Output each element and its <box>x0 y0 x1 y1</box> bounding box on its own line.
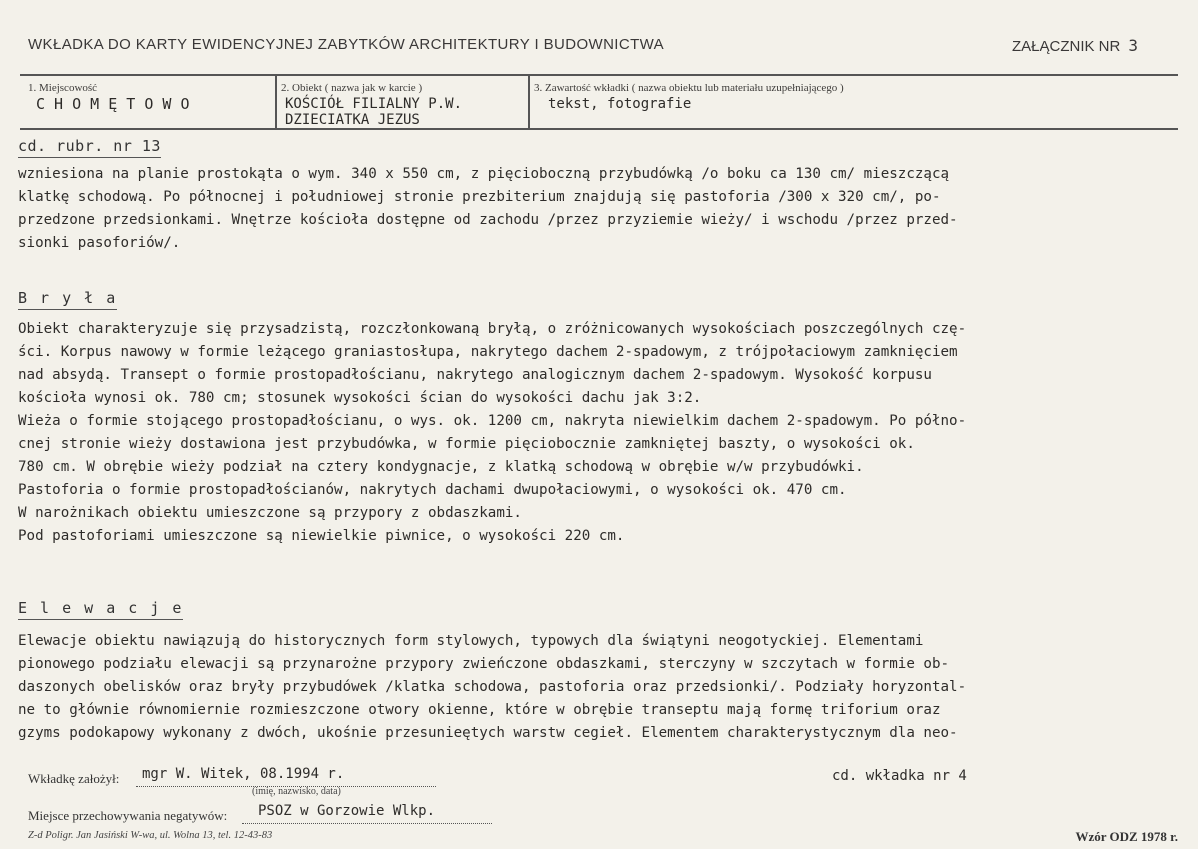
text-line: przedzone przedsionkami. Wnętrze kościoła dostępne od zachodu /przez przyziemie wieży/ i wschodu /przez przed- <box>18 212 958 228</box>
text-line: gzyms podokapowy wykonany z dwóch, ukośnie przesunieętych warstw cegieł. Elementem charakterystycznym dla neo- <box>18 725 958 741</box>
text-line: W narożnikach obiektu umieszczone są przypory z obdaszkami. <box>18 505 522 521</box>
text-line: cnej stronie wieży dostawiona jest przybudówka, w formie pięciobocznie zamkniętej baszty, o wysokości ok. <box>18 436 915 452</box>
heading-underline <box>18 619 183 620</box>
continuation-heading-text: cd. rubr. nr 13 <box>18 137 161 155</box>
annex-label <box>1012 36 1138 55</box>
text-line: Wieża o formie stojącego prostopadłościanu, o wys. ok. 1200 cm, nakryta niewielkim dachem 2-spadowym. Po półno- <box>18 413 967 429</box>
form-title: WKŁADKA DO KARTY EWIDENCYJNEJ ZABYTKÓW ARCHITEKTURY I BUDOWNICTWA <box>28 36 665 53</box>
contents-value: tekst, fotografie <box>548 96 692 112</box>
text-line: klatkę schodową. Po północnej i południowej stronie prezbiterium znajdują się pastoforia /300 x 320 cm/, po- <box>18 189 941 205</box>
column-divider-1 <box>275 74 277 129</box>
annex-label-text: ZAŁĄCZNIK NR <box>1012 38 1121 55</box>
header-bottom-rule <box>20 128 1178 130</box>
object-label: 2. Obiekt ( nazwa jak w karcie ) <box>281 82 423 94</box>
text-line: kościoła wynosi ok. 780 cm; stosunek wysokości ścian do wysokości dachu jak 3:2. <box>18 390 702 406</box>
negatives-value: PSOZ w Gorzowie Wlkp. <box>258 803 436 819</box>
section-heading-elewacje-text: E l e w a c j e <box>18 599 184 617</box>
text-line: ści. Korpus nawowy w formie leżącego graniastosłupa, nakrytego dachem 2-spadowym, z trójpołaciowym zamknięciem <box>18 344 958 360</box>
author-label: Wkładkę założył: <box>28 771 120 786</box>
form-code: Wzór ODZ 1978 r. <box>1075 829 1178 844</box>
text-line: 780 cm. W obrębie wieży podział na cztery kondygnacje, z klatką schodową w obrębie w/w przybudówki. <box>18 459 864 475</box>
text-line: Elewacje obiektu nawiązują do historycznych form stylowych, typowych dla świątyni neogotyckiej. Elementami <box>18 633 924 649</box>
locality-label: 1. Miejscowość <box>28 82 98 94</box>
object-value-line-1: KOŚCIÓŁ FILIALNY P.W. <box>285 96 463 112</box>
text-line: pionowego podziału elewacji są przynarożne przypory zwieńczone obdaszkami, sterczyny w szczytach w formie ob- <box>18 656 950 672</box>
header-top-rule <box>20 74 1178 76</box>
elewacje-paragraph <box>18 630 1188 745</box>
text-line: ne to głównie równomiernie rozmieszczone otwory okienne, które w obrębie transeptu mają formę triforium oraz <box>18 702 941 718</box>
section-heading-bryla-text: B r y ł a <box>18 289 118 307</box>
continuation-heading <box>18 137 161 158</box>
text-line: Obiekt charakteryzuje się przysadzistą, rozczłonkowaną bryłą, o zróżnicowanych wysokościach poszczególnych czę- <box>18 321 967 337</box>
negatives-label: Miejsce przechowywania negatywów: <box>28 808 228 823</box>
text-line: Pod pastoforiami umieszczone są niewielkie piwnice, o wysokości 220 cm. <box>18 528 625 544</box>
printer-imprint: Z-d Poligr. Jan Jasiński W-wa, ul. Wolna 13, tel. 12-43-83 <box>28 830 273 841</box>
heading-underline <box>18 157 161 158</box>
object-value-line-2: DZIECIATKA JEZUS <box>285 112 420 128</box>
next-insert: cd. wkładka nr 4 <box>832 768 967 784</box>
text-line: nad absydą. Transept o formie prostopadłościanu, nakrytego analogicznym dachem 2-spadowym. Wysokość korpusu <box>18 367 932 383</box>
author-hint: (imię, nazwisko, data) <box>252 786 341 797</box>
column-divider-2 <box>528 74 530 129</box>
negatives-dotted-line <box>242 823 492 824</box>
continuation-paragraph <box>18 163 1188 255</box>
author-value: mgr W. Witek, 08.1994 r. <box>142 766 345 782</box>
text-line: daszonych obelisków oraz bryły przybudówek /klatka schodowa, pastoforia oraz przedsionki/. Podziały horyzontal- <box>18 679 967 695</box>
text-line: Pastoforia o formie prostopadłościanów, nakrytych dachami dwupołaciowymi, o wysokości ok. 470 cm. <box>18 482 847 498</box>
text-line: sionki pasoforiów/. <box>18 235 181 251</box>
section-heading-elewacje <box>18 599 183 620</box>
contents-label: 3. Zawartość wkładki ( nazwa obiektu lub materiału uzupełniającego ) <box>534 82 844 94</box>
annex-number: 3 <box>1128 36 1138 55</box>
locality-value: C H O M Ę T O W O <box>36 95 190 113</box>
section-heading-bryla <box>18 289 117 310</box>
text-line: wzniesiona na planie prostokąta o wym. 340 x 550 cm, z pięcioboczną przybudówką /o boku ca 130 cm/ mieszczącą <box>18 166 950 182</box>
heading-underline <box>18 309 117 310</box>
bryla-paragraph <box>18 318 1188 548</box>
